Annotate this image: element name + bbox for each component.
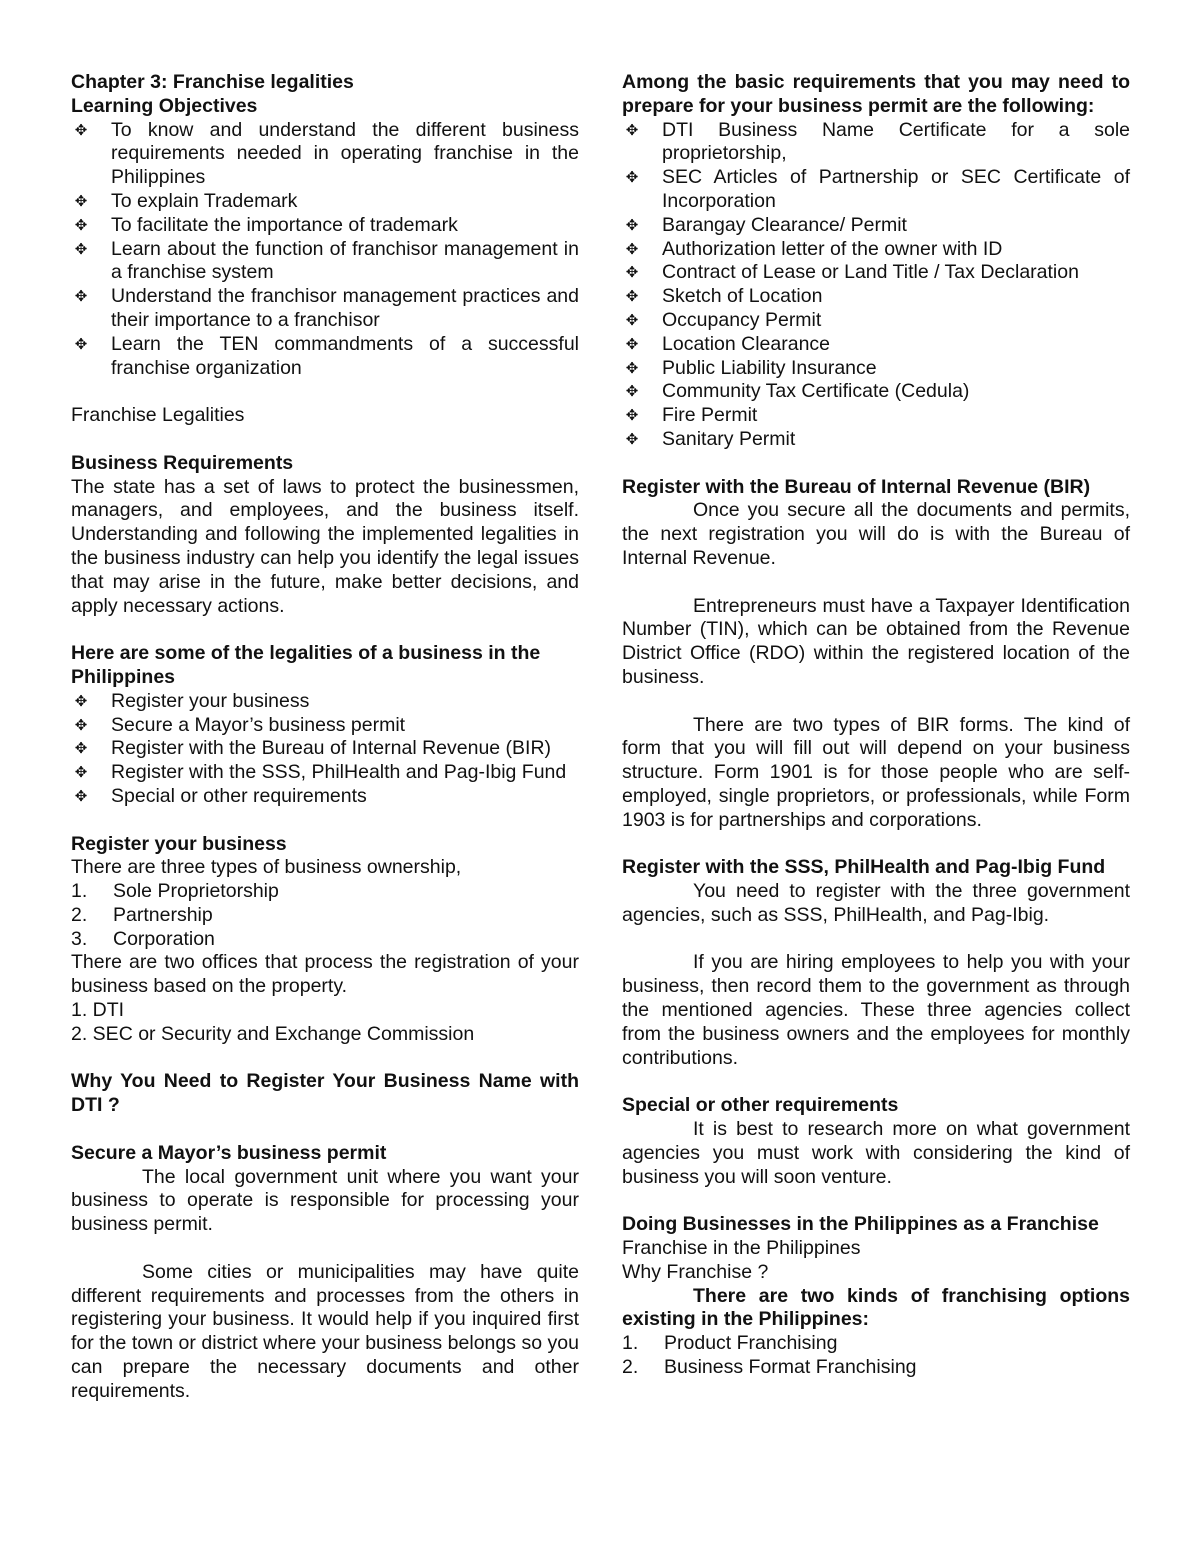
mayor-permit-heading: Secure a Mayor’s business permit <box>71 1141 387 1164</box>
franchising-kinds-heading: There are two kinds of franchising options existing in the Philippines: <box>622 1284 1130 1331</box>
diamond-bullet-icon: ✥ <box>74 715 88 734</box>
bir-paragraph: There are two types of BIR forms. The kind of form that you will fill out will depend on your business structure. Form 1901 is for those people who are self-employed, single proprietors, or professionals, while Form 1903 is for partnerships and corporations. <box>622 713 1130 831</box>
diamond-bullet-icon: ✥ <box>74 763 88 782</box>
diamond-bullet-icon: ✥ <box>625 287 639 306</box>
list-item: ✥ Public Liability Insurance <box>622 357 1130 381</box>
bir-paragraph: Entrepreneurs must have a Taxpayer Identification Number (TIN), which can be obtained from the Revenue District Office (RDO) within the registered location of the business. <box>622 594 1130 688</box>
left-column <box>71 71 579 1404</box>
special-requirements-paragraph: It is best to research more on what government agencies you must work with considering the kind of business you will soon venture. <box>622 1118 1130 1188</box>
register-business-intro: There are three types of business ownership, <box>71 856 462 879</box>
special-requirements-heading: Special or other requirements <box>622 1094 899 1117</box>
list-item: ✥ Sketch of Location <box>622 285 1130 309</box>
diamond-bullet-icon: ✥ <box>625 168 639 187</box>
list-item: ✥ Special or other requirements <box>71 785 579 809</box>
list-item: ✥ Occupancy Permit <box>622 309 1130 333</box>
bir-paragraph: Once you secure all the documents and permits, the next registration you will do is with the Bureau of Internal Revenue. <box>622 499 1130 569</box>
diamond-bullet-icon: ✥ <box>625 120 639 139</box>
diamond-bullet-icon: ✥ <box>625 358 639 377</box>
list-item: ✥ Community Tax Certificate (Cedula) <box>622 380 1130 404</box>
permit-requirements-list <box>622 119 1130 452</box>
diamond-bullet-icon: ✥ <box>74 120 88 139</box>
list-item: ✥ Fire Permit <box>622 404 1130 428</box>
sss-paragraph: If you are hiring employees to help you with your business, then record them to the government as through the mentioned agencies. These three agencies collect from the business owners and the employees for monthly contributions. <box>622 951 1130 1069</box>
franchise-legalities-label: Franchise Legalities <box>71 404 245 427</box>
list-item: 1. Product Franchising <box>622 1332 838 1355</box>
diamond-bullet-icon: ✥ <box>74 739 88 758</box>
list-item: ✥ Location Clearance <box>622 333 1130 357</box>
office-item: 1. DTI <box>71 999 125 1022</box>
diamond-bullet-icon: ✥ <box>74 215 88 234</box>
franchise-in-ph-label: Franchise in the Philippines <box>622 1237 861 1260</box>
why-register-heading: Why You Need to Register Your Business Name with DTI ? <box>71 1070 579 1117</box>
list-item: ✥ Register with the SSS, PhilHealth and Pag-Ibig Fund <box>71 761 579 785</box>
diamond-bullet-icon: ✥ <box>74 334 88 353</box>
doing-business-heading: Doing Businesses in the Philippines as a Franchise <box>622 1213 1099 1236</box>
list-item: ✥ Learn about the function of franchisor management in a franchise system <box>71 238 579 286</box>
list-item: ✥ DTI Business Name Certificate for a sole proprietorship, <box>622 119 1130 167</box>
sss-heading: Register with the SSS, PhilHealth and Pag-Ibig Fund <box>622 856 1106 879</box>
mayor-permit-paragraph: Some cities or municipalities may have quite different requirements and processes from the others in registering your business. It would help if you inquired first for the town or district where your business belongs so you can prepare the necessary documents and other requirements. <box>71 1260 579 1402</box>
list-item: ✥ Secure a Mayor’s business permit <box>71 714 579 738</box>
list-item: ✥ Understand the franchisor management practices and their importance to a franchisor <box>71 285 579 333</box>
permit-requirements-heading: Among the basic requirements that you may need to prepare for your business permit are the following: <box>622 71 1130 117</box>
list-item: ✥ Learn the TEN commandments of a successful franchise organization <box>71 333 579 381</box>
bir-heading: Register with the Bureau of Internal Revenue (BIR) <box>622 475 1091 498</box>
list-item: ✥ Authorization letter of the owner with ID <box>622 238 1130 262</box>
diamond-bullet-icon: ✥ <box>625 310 639 329</box>
diamond-bullet-icon: ✥ <box>625 263 639 282</box>
business-requirements-text: The state has a set of laws to protect the businessmen, managers, and employees, and the business itself. Understanding and following the implemented legalities in the business industry can help you identify the legal issues that may arise in the future, make better decisions, and apply necessary actions. <box>71 475 579 617</box>
list-item: ✥ To facilitate the importance of trademark <box>71 214 579 238</box>
list-item: 1. Sole Proprietorship <box>71 880 279 903</box>
diamond-bullet-icon: ✥ <box>625 239 639 258</box>
legalities-list <box>71 690 579 809</box>
franchising-kinds-list <box>622 1332 1130 1380</box>
list-item: 2. Partnership <box>71 903 213 926</box>
list-item: ✥ To know and understand the different business requirements needed in operating franchise in the Philippines <box>71 119 579 190</box>
ownership-types-list <box>71 880 579 951</box>
sss-paragraph: You need to register with the three government agencies, such as SSS, PhilHealth, and Pag-Ibig. <box>622 880 1130 926</box>
diamond-bullet-icon: ✥ <box>74 191 88 210</box>
diamond-bullet-icon: ✥ <box>625 334 639 353</box>
legalities-heading: Here are some of the legalities of a business in the Philippines <box>71 642 541 688</box>
diamond-bullet-icon: ✥ <box>625 406 639 425</box>
objectives-heading: Learning Objectives <box>71 94 258 117</box>
list-item: ✥ Sanitary Permit <box>622 428 1130 452</box>
list-item: ✥ Barangay Clearance/ Permit <box>622 214 1130 238</box>
list-item: ✥ Contract of Lease or Land Title / Tax Declaration <box>622 261 1130 285</box>
chapter-title: Chapter 3: Franchise legalities <box>71 71 354 93</box>
objectives-list <box>71 119 579 381</box>
why-franchise-label: Why Franchise ? <box>622 1260 769 1283</box>
diamond-bullet-icon: ✥ <box>625 429 639 448</box>
mayor-permit-paragraph: The local government unit where you want your business to operate is responsible for processing your business permit. <box>71 1165 579 1236</box>
right-column <box>622 71 1130 1380</box>
diamond-bullet-icon: ✥ <box>74 287 88 306</box>
list-item: ✥ SEC Articles of Partnership or SEC Certificate of Incorporation <box>622 166 1130 214</box>
business-requirements-heading: Business Requirements <box>71 451 294 474</box>
list-item: ✥ Register with the Bureau of Internal Revenue (BIR) <box>71 737 579 761</box>
offices-text: There are two offices that process the registration of your business based on the property. <box>71 951 579 998</box>
list-item: 2. Business Format Franchising <box>622 1356 917 1379</box>
diamond-bullet-icon: ✥ <box>625 215 639 234</box>
diamond-bullet-icon: ✥ <box>625 382 639 401</box>
diamond-bullet-icon: ✥ <box>74 691 88 710</box>
list-item: ✥ Register your business <box>71 690 579 714</box>
list-item: 3. Corporation <box>71 927 215 950</box>
diamond-bullet-icon: ✥ <box>74 239 88 258</box>
list-item: ✥ To explain Trademark <box>71 190 579 214</box>
diamond-bullet-icon: ✥ <box>74 786 88 805</box>
register-business-heading: Register your business <box>71 832 287 855</box>
office-item: 2. SEC or Security and Exchange Commission <box>71 1022 475 1045</box>
